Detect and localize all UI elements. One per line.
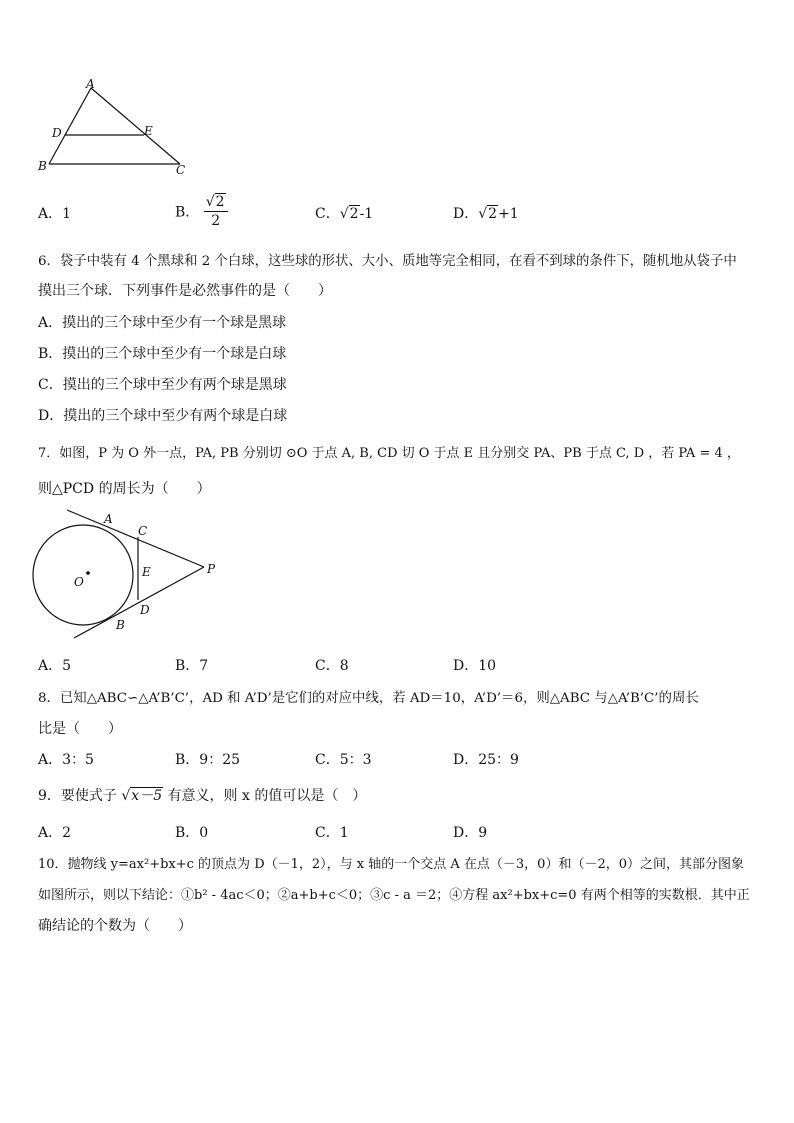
q8-stem-line1: 8．已知△ABC∽△A’B’C’，AD 和 A’D’是它们的对应中线，若 AD＝10，A’D’＝6，则△ABC 与△A’B’C’的周长: [38, 691, 699, 706]
label-d: D: [140, 603, 150, 617]
sqrt-sign: √: [121, 788, 131, 804]
q9-radicand: x－5: [131, 788, 163, 804]
tangent-pb: [74, 567, 204, 638]
label-c: C: [176, 163, 186, 177]
tangent-pa: [67, 510, 204, 567]
label-b: B: [38, 159, 47, 173]
q5-option-c-prefix: C．: [315, 206, 340, 222]
q6-option-a[interactable]: A．摸出的三个球中至少有一个球是黑球: [38, 315, 287, 331]
sqrt-sign: √: [339, 206, 349, 222]
fraction-sqrt2-over-2: [204, 193, 228, 230]
label-e: E: [144, 124, 153, 138]
sqrt-sign: √: [205, 194, 215, 210]
label-c: C: [138, 524, 148, 538]
q10-stem-line2: 如图所示，则以下结论：①b² - 4ac＜0；②a+b+c＜0；③c - a ＝2；④方程 ax²+bx+c=0 有两个相等的实数根．其中正: [38, 888, 750, 903]
label-a: A: [86, 77, 95, 91]
side-ac: [91, 88, 180, 164]
q6-stem-line1: 6．袋子中装有 4 个黑球和 2 个白球，这些球的形状、大小、质地等完全相同，在看不到球的条件下，随机地从袋子中: [38, 254, 737, 269]
label-o: O: [74, 575, 84, 589]
sqrt-sign: √: [478, 206, 488, 222]
center-dot: [86, 571, 90, 575]
q7-stem-line2: 则△PCD 的周长为（ ）: [38, 481, 211, 497]
q9-stem: [38, 785, 366, 805]
q9-option-b[interactable]: B．0: [175, 825, 209, 841]
q9-option-a[interactable]: A．2: [38, 825, 72, 841]
label-e: E: [142, 565, 151, 579]
q9-stem-suffix: 有意义，则 x 的值可以是（ ）: [167, 788, 367, 804]
q9-stem-prefix: 9．要使式子: [38, 788, 117, 804]
q8-option-a[interactable]: A．3：5: [38, 752, 94, 768]
q5-option-c-radicand: 2: [349, 206, 359, 222]
q7-option-a[interactable]: A．5: [38, 658, 72, 674]
q5-option-c-suffix: -1: [359, 206, 374, 222]
q9-option-c[interactable]: C．1: [315, 825, 349, 841]
q8-option-b[interactable]: B．9：25: [175, 752, 241, 768]
label-a: A: [104, 512, 113, 526]
q5-option-b-denominator: 2: [211, 213, 221, 229]
q5-option-d[interactable]: [453, 203, 519, 223]
q5-option-b[interactable]: [175, 193, 228, 230]
q6-option-b[interactable]: B．摸出的三个球中至少有一个球是白球: [38, 346, 287, 362]
label-b: B: [116, 618, 125, 632]
q5-option-d-suffix: +1: [498, 206, 519, 222]
q8-option-d[interactable]: D．25：9: [453, 752, 519, 768]
q5-option-b-radicand: 2: [215, 194, 225, 210]
q8-option-c[interactable]: C．5：3: [315, 752, 372, 768]
q5-option-d-radicand: 2: [488, 206, 498, 222]
q7-option-d[interactable]: D．10: [453, 658, 497, 674]
q10-stem-line3: 确结论的个数为（ ）: [38, 918, 192, 934]
q6-option-d[interactable]: D．摸出的三个球中至少有两个球是白球: [38, 408, 288, 424]
q7-stem-line1: 7．如图，P 为 O 外一点，PA, PB 分别切 ⊙O 于点 A, B, CD 切 O 于点 E 且分别交 PA、PB 于点 C, D ，若 PA = 4 ，: [38, 446, 740, 461]
label-p: P: [207, 562, 216, 576]
q5-option-b-prefix: B．: [175, 204, 200, 221]
q6-stem-line2: 摸出三个球．下列事件是必然事件的是（ ）: [38, 283, 332, 299]
q5-option-a[interactable]: A．1: [38, 206, 72, 222]
q9-option-d[interactable]: D．9: [453, 825, 488, 841]
q8-stem-line2: 比是（ ）: [38, 721, 122, 737]
q5-option-d-prefix: D．: [453, 206, 479, 222]
triangle-figure: [30, 76, 200, 180]
q10-stem-line1: 10．抛物线 y=ax²+bx+c 的顶点为 D（－1，2），与 x 轴的一个交点 A 在点（－3，0）和（－2，0）之间，其部分图象: [38, 857, 744, 872]
q6-option-c[interactable]: C．摸出的三个球中至少有两个球是黑球: [38, 377, 287, 393]
q7-option-b[interactable]: B．7: [175, 658, 209, 674]
label-d: D: [52, 126, 62, 140]
q5-option-c[interactable]: [315, 203, 373, 223]
q7-option-c[interactable]: C．8: [315, 658, 349, 674]
circle-tangent-figure: [30, 505, 230, 640]
